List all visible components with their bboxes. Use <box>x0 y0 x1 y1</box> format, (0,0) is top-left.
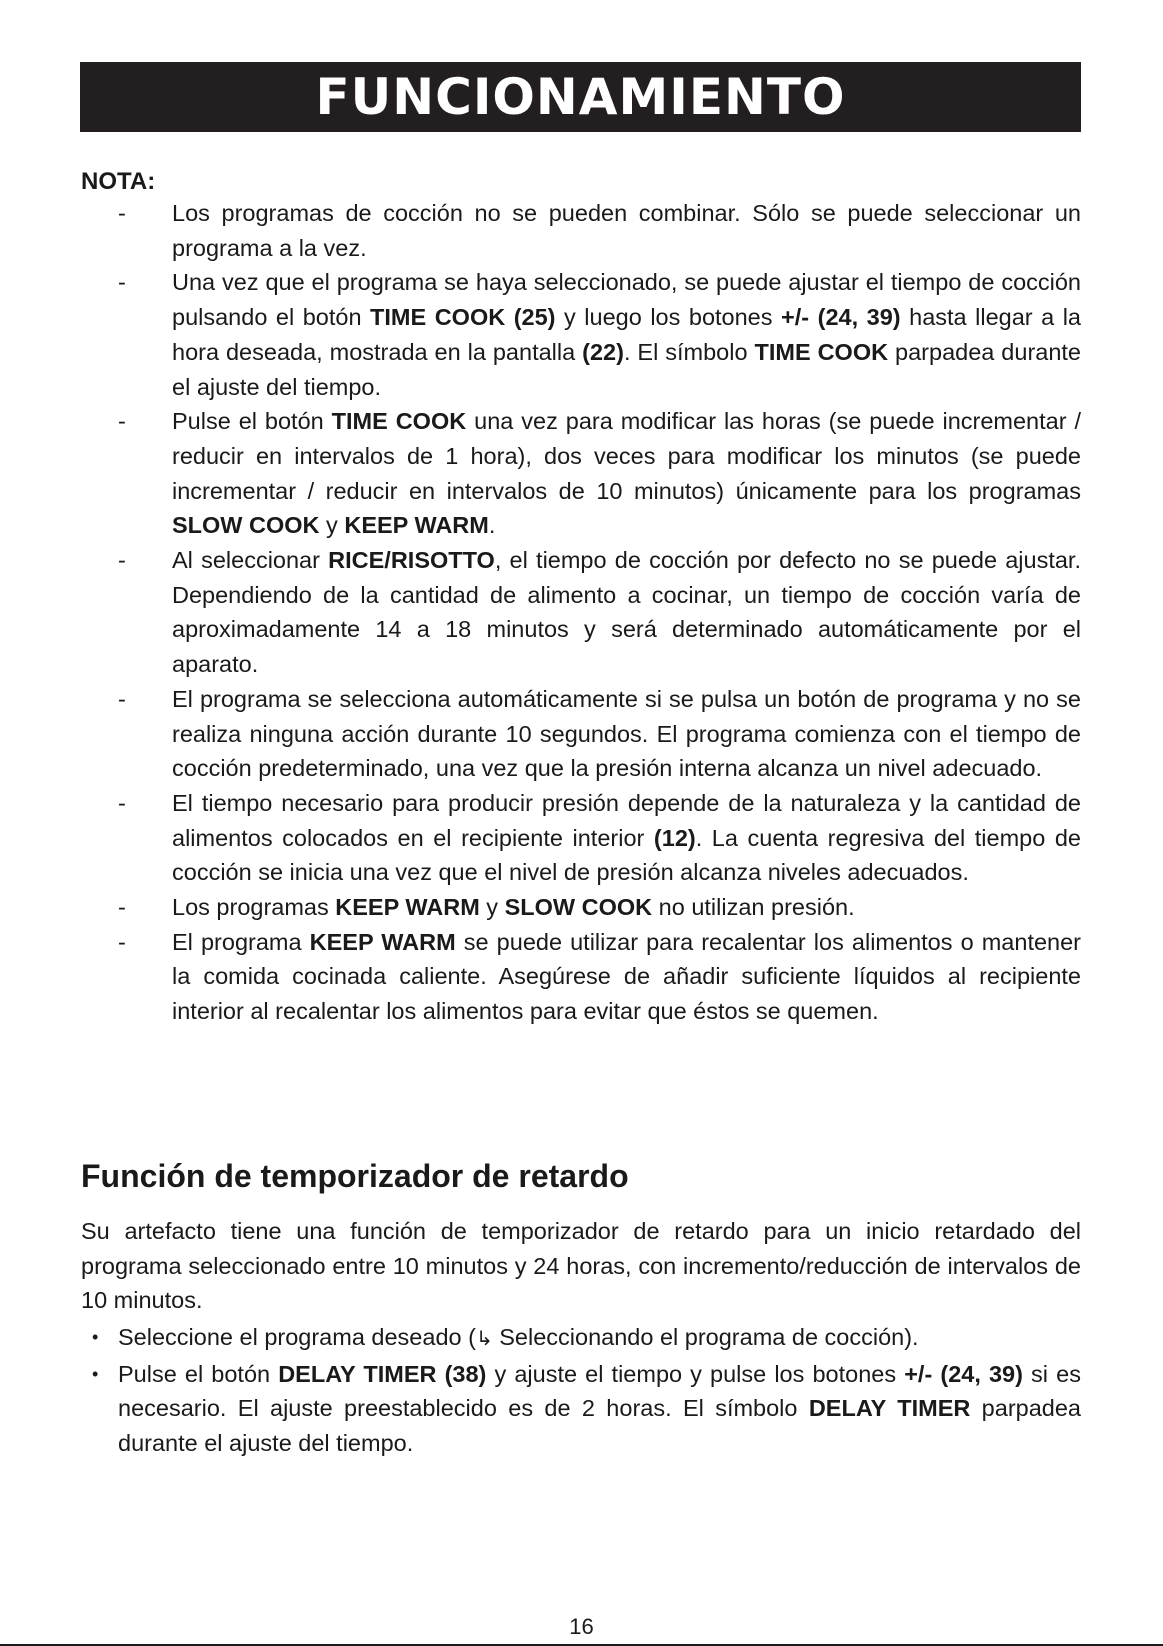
nota-item-5 <box>118 682 1081 786</box>
nota-bold: SLOW COOK <box>504 894 653 921</box>
dash-marker: - <box>118 200 126 226</box>
nota-text: . La cuenta regresiva del tiempo de cocción se inicia una vez que el nivel de presión alcanza niveles adecuados. <box>172 824 1081 886</box>
dash-marker: - <box>118 789 126 816</box>
nota-bold: KEEP WARM <box>309 928 456 955</box>
nota-bold: RICE/RISOTTO <box>328 547 495 574</box>
bullet-marker: • <box>92 1363 99 1384</box>
nota-item-7 <box>118 890 1081 925</box>
nota-text: . El símbolo <box>623 338 755 365</box>
nota-text: , el tiempo de cocción por defecto no se puede ajustar. Dependiendo de la cantidad de alimento a cocinar, un tiempo de cocción varía de aproximadamente 14 a 18 minutos y será determinado automáticamente por el aparato. <box>172 547 1081 678</box>
nota-bold: TIME COOK <box>754 338 889 365</box>
dash-marker: - <box>118 685 126 712</box>
nota-text: El programa se selecciona automáticamente si se pulsa un botón de programa y no se realiza ninguna acción durante 10 segundos. El programa comienza con el tiempo de cocción predeterminado, una vez que la presión interna alcanza un nivel adecuado. <box>172 685 1081 782</box>
nota-label: NOTA: <box>81 168 156 195</box>
nota-bold: +/- (24, 39) <box>781 304 901 331</box>
nota-text: no utilizan presión. <box>652 894 855 921</box>
nota-text: hasta llegar a la hora deseada, mostrada en la pantalla <box>172 304 1082 365</box>
dash-marker: - <box>118 894 126 921</box>
step-text: si es necesario. El ajuste preestablecido es de 2 horas. El símbolo <box>118 1360 1081 1422</box>
nota-item-3 <box>118 404 1081 543</box>
step-text: Pulse el botón <box>118 1360 279 1387</box>
nota-bold: SLOW COOK <box>172 512 320 539</box>
delay-step-1 <box>88 1320 1081 1357</box>
nota-bold: TIME COOK (25) <box>370 304 556 331</box>
nota-text: y luego los botones <box>555 304 782 331</box>
step-bold: +/- (24, 39) <box>904 1360 1023 1387</box>
nota-text: . <box>488 512 496 539</box>
step-text: Seleccionando el programa de cocción). <box>492 1324 919 1350</box>
page-title: FUNCIONAMIENTO <box>315 68 846 126</box>
nota-text: El programa <box>172 928 310 955</box>
nota-item-4 <box>118 543 1081 682</box>
step-text: y ajuste el tiempo y pulse los botones <box>486 1360 905 1387</box>
nota-item-8 <box>118 925 1081 1029</box>
nota-text: Los programas <box>172 894 336 921</box>
delay-steps-list <box>88 1320 1081 1461</box>
nota-bold: KEEP WARM <box>335 894 480 921</box>
section-intro: Su artefacto tiene una función de temporizador de retardo para un inicio retardado del programa seleccionado entre 10 minutos y 24 horas, con incremento/reducción de intervalos de 10 minutos. <box>81 1218 1081 1314</box>
nota-text: Pulse el botón <box>172 408 332 435</box>
nota-text: una vez para modificar las horas (se puede incrementar / reducir en intervalos de 1 hora), dos veces para modificar los minutos (se puede incrementar / reducir en intervalos de 10 minutos) únicamente para los programas <box>172 408 1081 504</box>
bullet-marker: • <box>92 1327 99 1347</box>
nota-bold: TIME COOK <box>331 408 467 435</box>
nota-text: se puede utilizar para recalentar los alimentos o mantener la comida cocinada caliente. Asegúrese de añadir suficiente líquidos al recipiente interior al recalentar los alimentos para evitar que éstos se quemen. <box>172 928 1082 1025</box>
arrow-reference-icon: ↳ <box>475 1328 493 1350</box>
step-text: Seleccione el programa deseado ( <box>118 1324 476 1350</box>
dash-marker: - <box>118 547 126 574</box>
nota-bold: KEEP WARM <box>344 512 489 539</box>
nota-list <box>118 196 1081 1029</box>
nota-text: Al seleccionar <box>172 547 329 574</box>
dash-marker: - <box>118 269 126 296</box>
nota-text: Una vez que el programa se haya seleccionado, se puede ajustar el tiempo de cocción pulsando el botón <box>172 269 1081 331</box>
nota-text: El tiempo necesario para producir presión depende de la naturaleza y la cantidad de alimentos colocados en el recipiente interior <box>172 789 1081 851</box>
page-number: 16 <box>569 1614 594 1639</box>
dash-marker: - <box>118 408 126 435</box>
nota-text: y <box>319 512 345 539</box>
nota-bold: (22) <box>582 338 624 365</box>
step-text: parpadea durante el ajuste del tiempo. <box>118 1395 1081 1457</box>
nota-text: y <box>479 894 505 921</box>
step-bold: DELAY TIMER <box>808 1395 971 1422</box>
dash-marker: - <box>118 928 126 955</box>
nota-item-1 <box>118 196 1081 265</box>
nota-bold: (12) <box>653 824 696 851</box>
section-heading: Función de temporizador de retardo <box>81 1158 629 1194</box>
nota-item-6 <box>118 786 1081 890</box>
delay-step-2 <box>88 1357 1081 1461</box>
nota-text: parpadea durante el ajuste del tiempo. <box>172 338 1082 400</box>
nota-text: Los programas de cocción no se pueden combinar. Sólo se puede seleccionar un programa a la vez. <box>172 200 1081 261</box>
page-title-banner <box>80 62 1081 132</box>
step-bold: DELAY TIMER (38) <box>278 1360 487 1387</box>
nota-item-2 <box>118 265 1081 404</box>
